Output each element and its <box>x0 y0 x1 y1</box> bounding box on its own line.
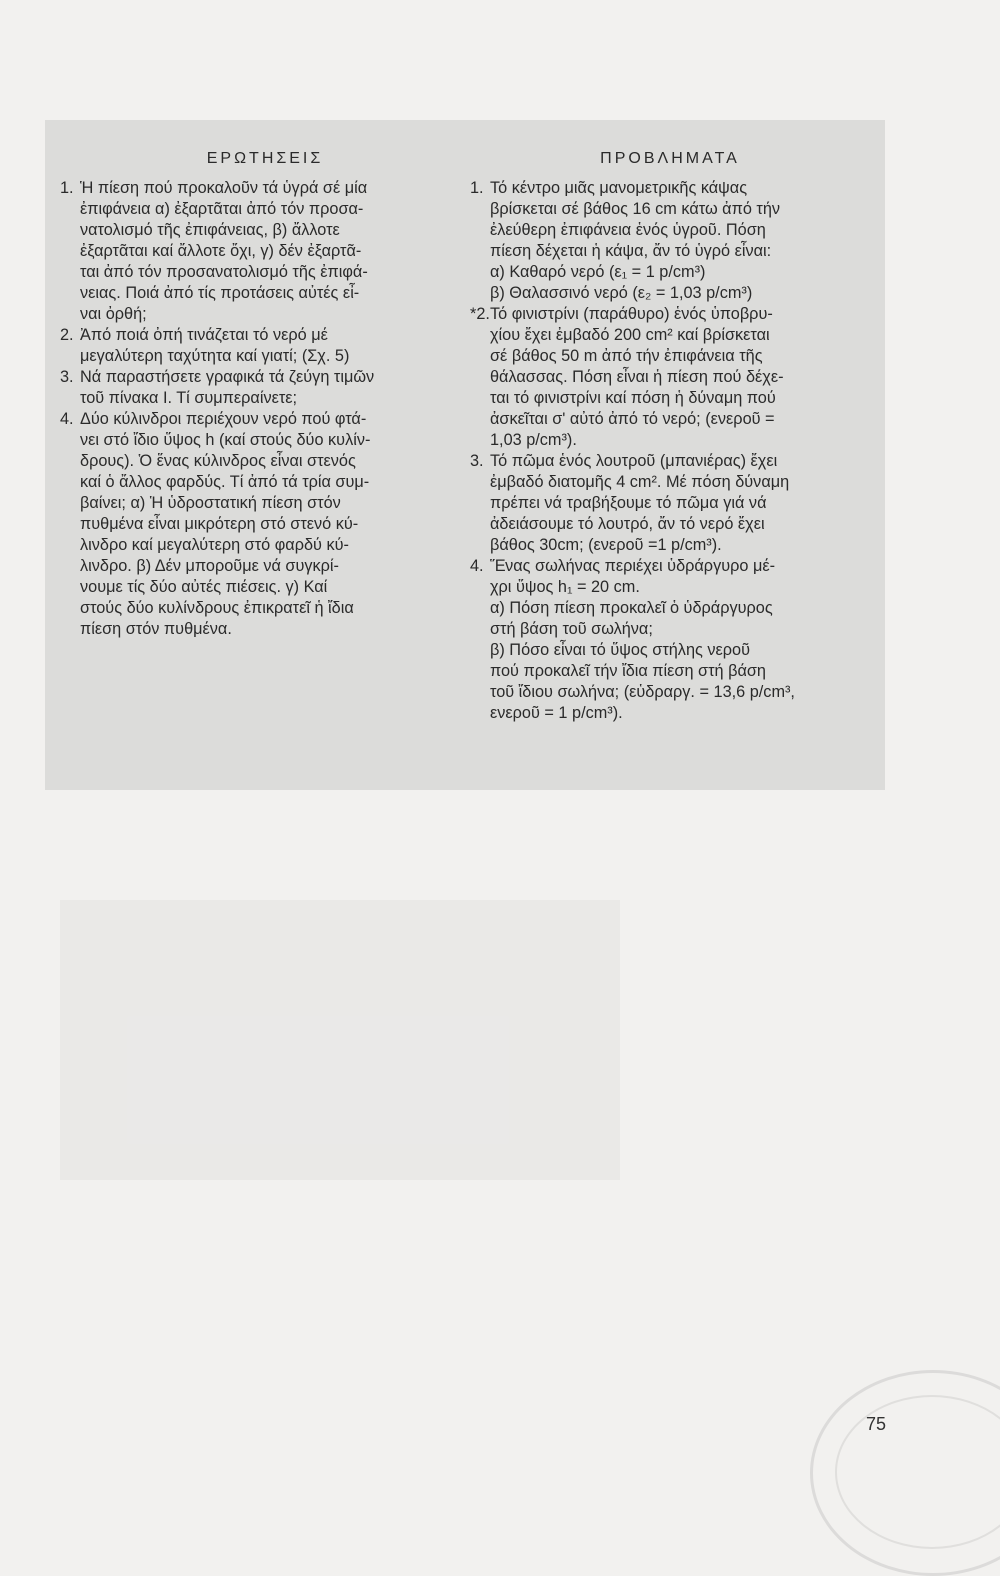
questions-column <box>60 148 470 640</box>
question-item-number: 3. <box>60 368 74 386</box>
problem-item-line: ται τό φινιστρίνι καί πόση ἡ δύναμη πού <box>490 389 776 407</box>
bleed-through-area <box>60 900 620 1180</box>
problem-item-number: 3. <box>470 452 484 470</box>
problem-item-line: πίεση δέχεται ἡ κάψα, ἄν τό ὑγρό εἶναι: <box>490 242 772 260</box>
problem-item-line: 1,03 p/cm³). <box>490 431 577 449</box>
question-item-line: Ἡ πίεση πού προκαλοῦν τά ὑγρά σέ μία <box>80 179 368 197</box>
question-item-line: Ἀπό ποιά ὀπή τινάζεται τό νερό μέ <box>80 326 328 344</box>
question-item-number: 2. <box>60 326 74 344</box>
question-item-line: λινδρο. β) Δέν μποροῦμε νά συγκρί- <box>80 557 339 575</box>
problem-item-line: στή βάση τοῦ σωλήνα; <box>490 620 653 638</box>
question-item-3 <box>60 367 470 409</box>
questions-list <box>60 178 470 640</box>
question-item-line: πίεση στόν πυθμένα. <box>80 620 232 638</box>
problems-column <box>470 148 870 724</box>
question-item-line: καί ὁ ἄλλος φαρδύς. Τί ἀπό τά τρία συμ- <box>80 473 370 491</box>
question-item-line: ναι ὀρθή; <box>80 305 147 323</box>
question-item-line: λινδρο καί μεγαλύτερη στό φαρδύ κύ- <box>80 536 349 554</box>
problem-item-line: σέ βάθος 50 m ἀπό τήν ἐπιφάνεια τῆς <box>490 347 763 365</box>
question-item-4 <box>60 409 470 640</box>
problem-item-line: Ἕνας σωλήνας περιέχει ὑδράργυρο μέ- <box>490 557 776 575</box>
problem-item-line: Τό φινιστρίνι (παράθυρο) ἑνός ὑποβρυ- <box>490 305 773 323</box>
question-item-number: 4. <box>60 410 74 428</box>
problems-heading: ΠΡΟΒΛΗΜΑΤΑ <box>600 150 740 167</box>
problem-item-line: ἐλεύθερη ἐπιφάνεια ἑνός ὑγροῦ. Πόση <box>490 221 766 239</box>
question-item-line: μεγαλύτερη ταχύτητα καί γιατί; (Σχ. 5) <box>80 347 350 365</box>
problem-item-number: *2. <box>470 305 490 323</box>
problems-list <box>470 178 870 724</box>
question-item-line: τοῦ πίνακα Ι. Τί συμπεραίνετε; <box>80 389 298 407</box>
questions-heading: ΕΡΩΤΗΣΕΙΣ <box>206 150 324 167</box>
question-item-2 <box>60 325 470 367</box>
problem-item-3 <box>470 451 870 556</box>
page-number: 75 <box>866 1414 887 1434</box>
question-item-line: νειας. Ποιά ἀπό τίς προτάσεις αὐτές εἶ- <box>80 284 360 302</box>
problem-item-number: 4. <box>470 557 484 575</box>
question-item-line: ἐξαρτᾶται καί ἄλλοτε ὄχι, γ) δέν ἐξαρτᾶ- <box>80 242 362 260</box>
problem-item-2 <box>470 304 870 451</box>
question-item-number: 1. <box>60 179 74 197</box>
question-item-line: ἐπιφάνεια α) ἐξαρτᾶται ἀπό τόν προσα- <box>80 200 364 218</box>
problem-item-line: βάθος 30cm; (ενεροῦ =1 p/cm³). <box>490 536 722 554</box>
question-item-line: στούς δύο κυλίνδρους ἐπικρατεῖ ἡ ἴδια <box>80 599 354 617</box>
problem-item-line: Τό κέντρο μιᾶς μανομετρικῆς κάψας <box>490 179 748 197</box>
problem-item-line: ενεροῦ = 1 p/cm³). <box>490 704 623 722</box>
problem-item-line: β) Πόσο εἶναι τό ὕψος στήλης νεροῦ <box>490 641 750 659</box>
problem-item-line: πρέπει νά τραβήξουμε τό πῶμα γιά νά <box>490 494 767 512</box>
problem-item-line: ἀδειάσουμε τό λουτρό, ἄν τό νερό ἔχει <box>490 515 765 533</box>
problem-item-line: τοῦ ἴδιου σωλήνα; (εὑδραργ. = 13,6 p/cm³, <box>490 683 795 701</box>
problem-item-number: 1. <box>470 179 484 197</box>
problem-item-line: α) Καθαρό νερό (ε₁ = 1 p/cm³) <box>490 263 706 281</box>
question-item-line: νει στό ἴδιο ὕψος h (καί στούς δύο κυλίν- <box>80 431 371 449</box>
problem-item-line: πού προκαλεῖ τήν ἴδια πίεση στή βάση <box>490 662 766 680</box>
problem-item-1 <box>470 178 870 304</box>
problem-item-line: α) Πόση πίεση προκαλεῖ ὁ ὑδράργυρος <box>490 599 773 617</box>
question-item-1 <box>60 178 470 325</box>
problem-item-line: βρίσκεται σέ βάθος 16 cm κάτω ἀπό τήν <box>490 200 781 218</box>
problem-item-line: χρι ὕψος h₁ = 20 cm. <box>490 578 640 596</box>
question-item-line: Νά παραστήσετε γραφικά τά ζεύγη τιμῶν <box>80 368 375 386</box>
question-item-line: Δύο κύλινδροι περιέχουν νερό πού φτά- <box>80 410 367 428</box>
question-item-line: δρους). Ὁ ἕνας κύλινδρος εἶναι στενός <box>80 452 356 470</box>
question-item-line: πυθμένα εἶναι μικρότερη στό στενό κύ- <box>80 515 359 533</box>
question-item-line: νουμε τίς δύο αὐτές πιέσεις. γ) Καί <box>80 578 328 596</box>
question-item-line: ται ἀπό τόν προσανατολισμό τῆς ἐπιφά- <box>80 263 368 281</box>
problem-item-line: ἀσκεῖται σ' αὐτό ἀπό τό νερό; (ενεροῦ = <box>490 410 775 428</box>
problem-item-4 <box>470 556 870 724</box>
question-item-line: βαίνει; α) Ἡ ὑδροστατική πίεση στόν <box>80 494 341 512</box>
problem-item-line: ἐμβαδό διατομῆς 4 cm². Μέ πόση δύναμη <box>490 473 790 491</box>
problem-item-line: Τό πῶμα ἑνός λουτροῦ (μπανιέρας) ἔχει <box>490 452 778 470</box>
problem-item-line: β) Θαλασσινό νερό (ε₂ = 1,03 p/cm³) <box>490 284 753 302</box>
question-item-line: νατολισμό τῆς ἐπιφάνειας, β) ἄλλοτε <box>80 221 340 239</box>
problem-item-line: χίου ἔχει ἐμβαδό 200 cm² καί βρίσκεται <box>490 326 770 344</box>
problem-item-line: θάλασσας. Πόση εἶναι ἡ πίεση πού δέχε- <box>490 368 784 386</box>
